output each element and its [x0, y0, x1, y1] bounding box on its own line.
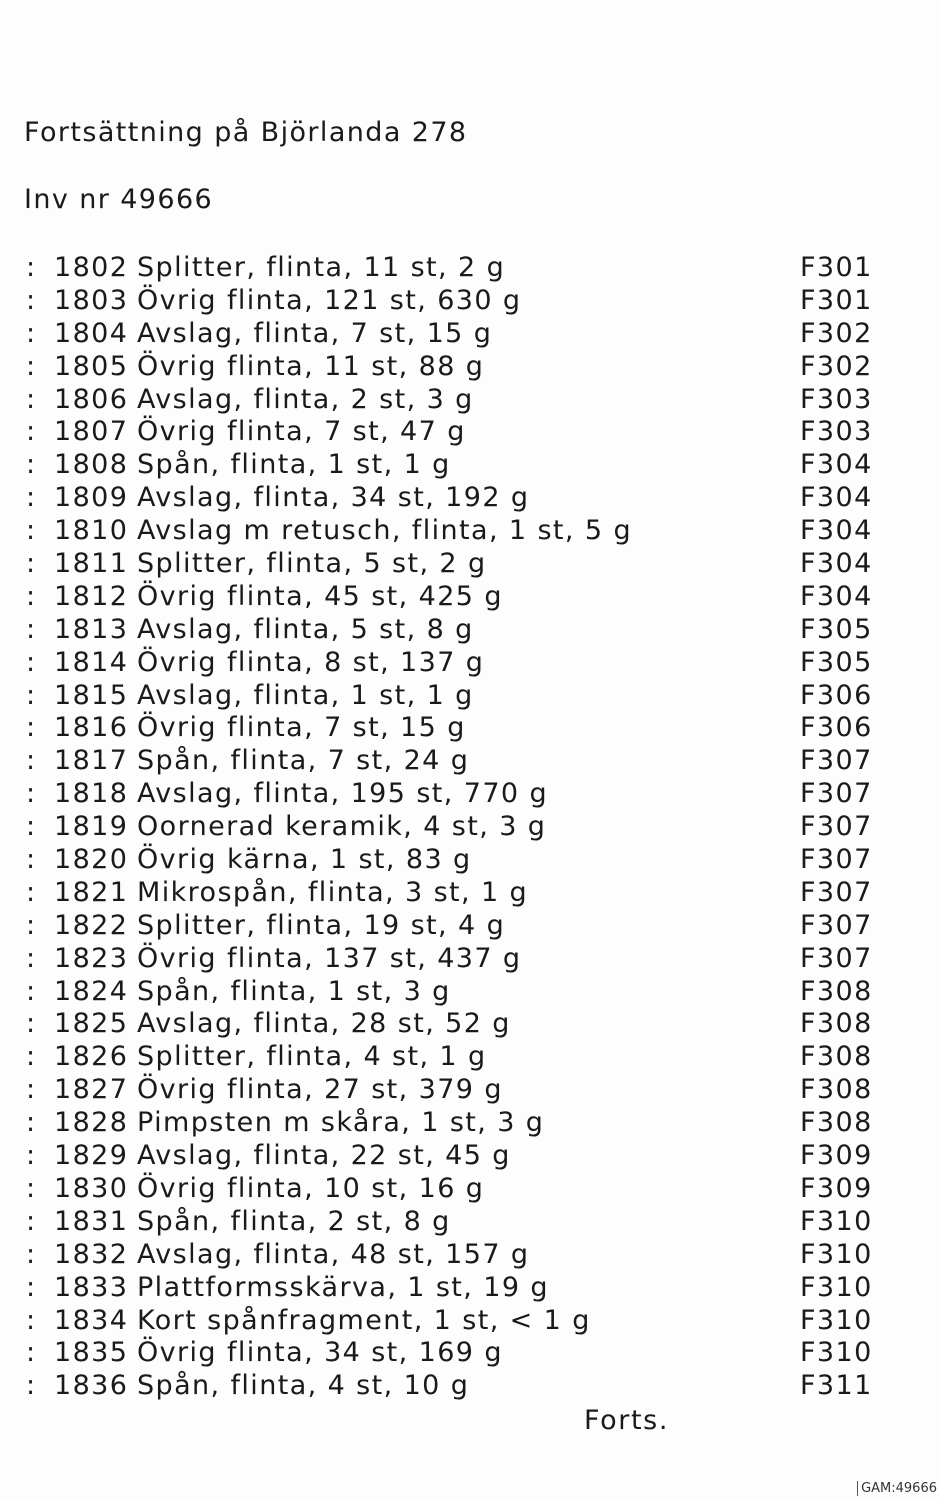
entry-description: Kort spånfragment, 1 st, < 1 g — [137, 1304, 591, 1336]
entry-number: 1825 — [54, 1008, 129, 1040]
entry-number: 1814 — [54, 646, 129, 678]
entry-number: 1806 — [54, 383, 129, 415]
entry-colon: : — [26, 284, 37, 316]
entry-code: F308 — [800, 975, 873, 1007]
entry-description: Splitter, flinta, 5 st, 2 g — [137, 548, 487, 580]
entry-colon: : — [26, 745, 37, 777]
entry-description: Avslag m retusch, flinta, 1 st, 5 g — [137, 515, 632, 547]
entry-colon: : — [26, 1205, 37, 1237]
list-item — [0, 449, 939, 482]
list-item — [0, 1173, 939, 1206]
list-item — [0, 1140, 939, 1173]
entry-colon: : — [26, 1337, 37, 1369]
entry-description: Spån, flinta, 4 st, 10 g — [137, 1370, 470, 1402]
entry-colon: : — [26, 942, 37, 974]
list-item — [0, 614, 939, 647]
entry-code: F303 — [800, 383, 873, 415]
entry-number: 1829 — [54, 1140, 129, 1172]
continued-note: Forts. — [584, 1405, 670, 1436]
entry-colon: : — [26, 1238, 37, 1270]
entry-description: Övrig flinta, 34 st, 169 g — [137, 1337, 503, 1369]
list-item — [0, 1041, 939, 1074]
inventory-number: Inv nr 49666 — [24, 184, 214, 215]
list-item — [0, 416, 939, 449]
entry-code: F308 — [800, 1041, 873, 1073]
entry-number: 1815 — [54, 679, 129, 711]
entry-colon: : — [26, 580, 37, 612]
entry-colon: : — [26, 876, 37, 908]
list-item — [0, 318, 939, 351]
entry-code: F307 — [800, 778, 873, 810]
entry-number: 1812 — [54, 580, 129, 612]
entry-number: 1819 — [54, 811, 129, 843]
entry-colon: : — [26, 1140, 37, 1172]
entry-number: 1836 — [54, 1370, 129, 1402]
entry-number: 1826 — [54, 1041, 129, 1073]
entry-number: 1820 — [54, 844, 129, 876]
entry-number: 1827 — [54, 1074, 129, 1106]
list-item — [0, 1107, 939, 1140]
list-item — [0, 252, 939, 285]
list-item — [0, 1370, 939, 1403]
entry-colon: : — [26, 1370, 37, 1402]
entry-code: F311 — [800, 1370, 873, 1402]
entry-number: 1808 — [54, 449, 129, 481]
entry-description: Mikrospån, flinta, 3 st, 1 g — [137, 876, 529, 908]
entry-colon: : — [26, 613, 37, 645]
entry-description: Spån, flinta, 1 st, 1 g — [137, 449, 451, 481]
list-item — [0, 844, 939, 877]
entry-list — [0, 252, 939, 1403]
entry-description: Övrig flinta, 8 st, 137 g — [137, 646, 485, 678]
entry-description: Avslag, flinta, 5 st, 8 g — [137, 613, 474, 645]
entry-number: 1830 — [54, 1172, 129, 1204]
entry-code: F307 — [800, 942, 873, 974]
list-item — [0, 548, 939, 581]
entry-description: Övrig kärna, 1 st, 83 g — [137, 844, 472, 876]
entry-number: 1821 — [54, 876, 129, 908]
entry-description: Plattformsskärva, 1 st, 19 g — [137, 1271, 549, 1303]
entry-description: Övrig flinta, 45 st, 425 g — [137, 580, 503, 612]
entry-description: Övrig flinta, 7 st, 47 g — [137, 416, 466, 448]
entry-description: Avslag, flinta, 28 st, 52 g — [137, 1008, 511, 1040]
entry-description: Splitter, flinta, 11 st, 2 g — [137, 252, 506, 283]
entry-code: F310 — [800, 1337, 873, 1369]
entry-number: 1817 — [54, 745, 129, 777]
entry-colon: : — [26, 1074, 37, 1106]
entry-number: 1802 — [54, 252, 129, 283]
list-item — [0, 1239, 939, 1272]
entry-colon: : — [26, 482, 37, 514]
entry-description: Oornerad keramik, 4 st, 3 g — [137, 811, 547, 843]
entry-number: 1805 — [54, 350, 129, 382]
entry-colon: : — [26, 383, 37, 415]
list-item — [0, 1008, 939, 1041]
entry-colon: : — [26, 1041, 37, 1073]
entry-code: F309 — [800, 1140, 873, 1172]
entry-description: Övrig flinta, 7 st, 15 g — [137, 712, 466, 744]
entry-colon: : — [26, 350, 37, 382]
list-item — [0, 581, 939, 614]
entry-code: F304 — [800, 449, 873, 481]
entry-colon: : — [26, 811, 37, 843]
entry-number: 1831 — [54, 1205, 129, 1237]
entry-code: F302 — [800, 350, 873, 382]
entry-colon: : — [26, 679, 37, 711]
entry-code: F306 — [800, 679, 873, 711]
archive-tag: GAM:49666 — [857, 1481, 937, 1496]
list-item — [0, 1305, 939, 1338]
entry-number: 1835 — [54, 1337, 129, 1369]
entry-code: F302 — [800, 317, 873, 349]
entry-colon: : — [26, 844, 37, 876]
list-item — [0, 515, 939, 548]
list-item — [0, 877, 939, 910]
entry-number: 1807 — [54, 416, 129, 448]
list-item — [0, 1337, 939, 1370]
entry-colon: : — [26, 1107, 37, 1139]
entry-description: Avslag, flinta, 22 st, 45 g — [137, 1140, 511, 1172]
entry-colon: : — [26, 1304, 37, 1336]
card-heading: Fortsättning på Björlanda 278 — [24, 117, 468, 148]
entry-number: 1818 — [54, 778, 129, 810]
list-item — [0, 351, 939, 384]
list-item — [0, 384, 939, 417]
entry-description: Övrig flinta, 121 st, 630 g — [137, 284, 522, 316]
entry-description: Spån, flinta, 2 st, 8 g — [137, 1205, 451, 1237]
list-item — [0, 811, 939, 844]
entry-number: 1832 — [54, 1238, 129, 1270]
entry-code: F304 — [800, 482, 873, 514]
entry-code: F304 — [800, 515, 873, 547]
list-item — [0, 647, 939, 680]
list-item — [0, 778, 939, 811]
entry-code: F307 — [800, 844, 873, 876]
list-item — [0, 712, 939, 745]
entry-number: 1809 — [54, 482, 129, 514]
entry-number: 1813 — [54, 613, 129, 645]
entry-code: F305 — [800, 613, 873, 645]
entry-code: F304 — [800, 548, 873, 580]
entry-code: F303 — [800, 416, 873, 448]
entry-colon: : — [26, 778, 37, 810]
list-item — [0, 1074, 939, 1107]
entry-description: Avslag, flinta, 1 st, 1 g — [137, 679, 474, 711]
entry-code: F308 — [800, 1107, 873, 1139]
entry-number: 1833 — [54, 1271, 129, 1303]
entry-number: 1824 — [54, 975, 129, 1007]
entry-colon: : — [26, 712, 37, 744]
entry-description: Övrig flinta, 11 st, 88 g — [137, 350, 485, 382]
entry-code: F301 — [800, 284, 873, 316]
entry-code: F301 — [800, 252, 873, 283]
entry-colon: : — [26, 515, 37, 547]
entry-number: 1810 — [54, 515, 129, 547]
entry-colon: : — [26, 646, 37, 678]
entry-colon: : — [26, 416, 37, 448]
entry-code: F305 — [800, 646, 873, 678]
entry-code: F309 — [800, 1172, 873, 1204]
entry-code: F310 — [800, 1304, 873, 1336]
entry-description: Avslag, flinta, 195 st, 770 g — [137, 778, 548, 810]
list-item — [0, 943, 939, 976]
entry-code: F307 — [800, 811, 873, 843]
entry-code: F306 — [800, 712, 873, 744]
list-item — [0, 976, 939, 1009]
entry-code: F307 — [800, 909, 873, 941]
entry-description: Spån, flinta, 7 st, 24 g — [137, 745, 470, 777]
entry-description: Pimpsten m skåra, 1 st, 3 g — [137, 1107, 545, 1139]
entry-number: 1811 — [54, 548, 129, 580]
entry-colon: : — [26, 909, 37, 941]
entry-description: Övrig flinta, 27 st, 379 g — [137, 1074, 503, 1106]
entry-number: 1834 — [54, 1304, 129, 1336]
entry-colon: : — [26, 548, 37, 580]
entry-code: F307 — [800, 876, 873, 908]
entry-description: Avslag, flinta, 48 st, 157 g — [137, 1238, 530, 1270]
entry-colon: : — [26, 317, 37, 349]
list-item — [0, 745, 939, 778]
entry-description: Splitter, flinta, 19 st, 4 g — [137, 909, 506, 941]
entry-number: 1828 — [54, 1107, 129, 1139]
entry-colon: : — [26, 1008, 37, 1040]
entry-colon: : — [26, 975, 37, 1007]
list-item — [0, 1206, 939, 1239]
entry-description: Avslag, flinta, 34 st, 192 g — [137, 482, 530, 514]
list-item — [0, 285, 939, 318]
entry-number: 1816 — [54, 712, 129, 744]
entry-code: F308 — [800, 1074, 873, 1106]
entry-description: Avslag, flinta, 2 st, 3 g — [137, 383, 474, 415]
entry-colon: : — [26, 1271, 37, 1303]
list-item — [0, 482, 939, 515]
entry-code: F304 — [800, 580, 873, 612]
list-item — [0, 910, 939, 943]
entry-colon: : — [26, 1172, 37, 1204]
entry-code: F310 — [800, 1238, 873, 1270]
entry-code: F307 — [800, 745, 873, 777]
entry-number: 1823 — [54, 942, 129, 974]
entry-number: 1822 — [54, 909, 129, 941]
list-item — [0, 680, 939, 713]
entry-colon: : — [26, 449, 37, 481]
entry-number: 1803 — [54, 284, 129, 316]
entry-description: Övrig flinta, 137 st, 437 g — [137, 942, 522, 974]
entry-description: Splitter, flinta, 4 st, 1 g — [137, 1041, 487, 1073]
list-item — [0, 1272, 939, 1305]
entry-number: 1804 — [54, 317, 129, 349]
entry-colon: : — [26, 252, 37, 283]
entry-code: F310 — [800, 1205, 873, 1237]
entry-description: Avslag, flinta, 7 st, 15 g — [137, 317, 493, 349]
entry-description: Övrig flinta, 10 st, 16 g — [137, 1172, 485, 1204]
entry-code: F308 — [800, 1008, 873, 1040]
entry-code: F310 — [800, 1271, 873, 1303]
entry-description: Spån, flinta, 1 st, 3 g — [137, 975, 451, 1007]
